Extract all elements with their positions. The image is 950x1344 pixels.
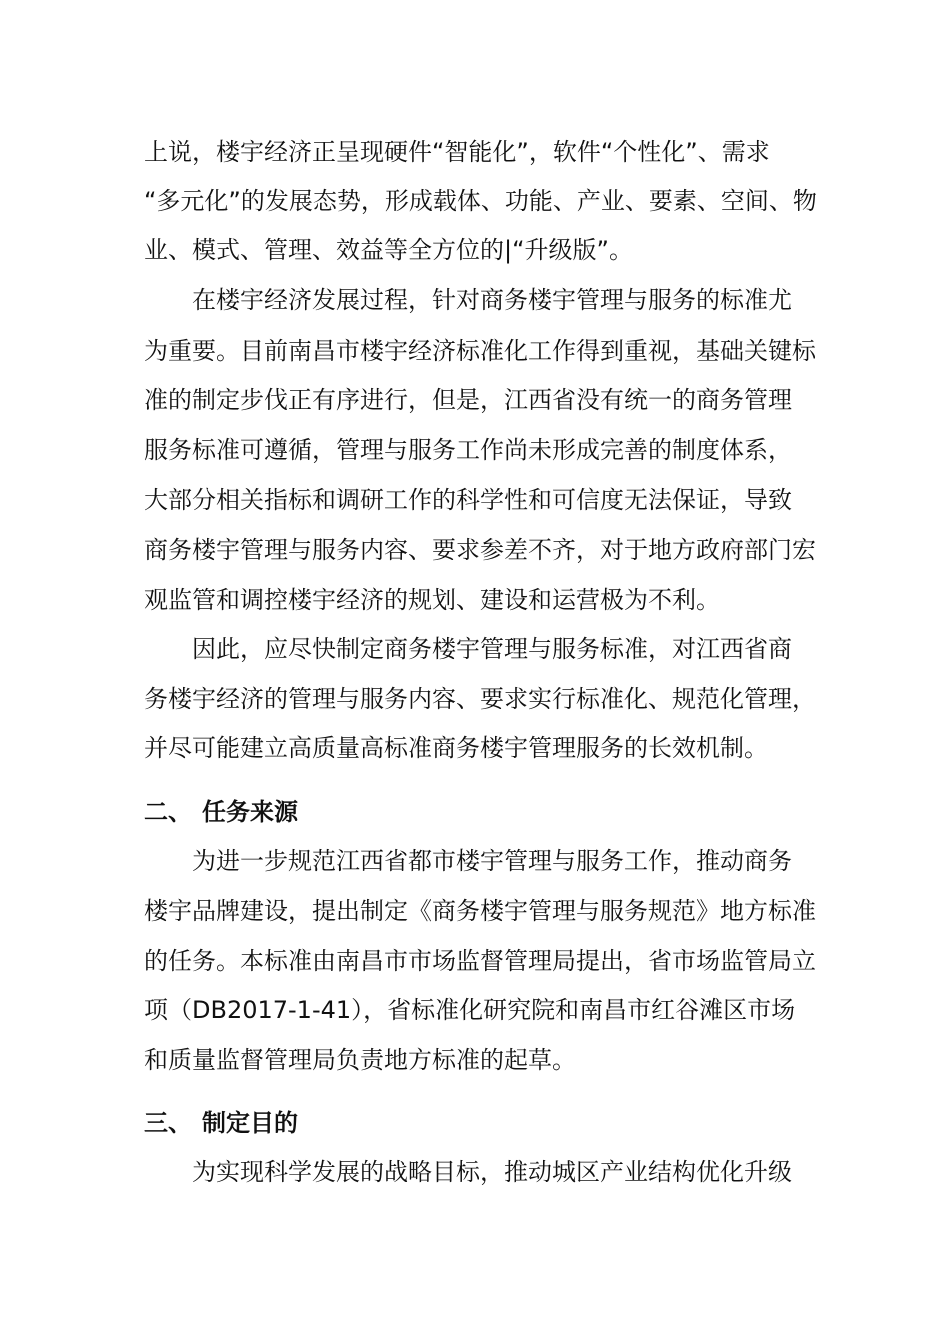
paragraph-line: 业、模式、管理、效益等全方位的|“升级版”。	[144, 236, 633, 264]
paragraph-line: 并尽可能建立高质量高标准商务楼宇管理服务的长效机制。	[144, 734, 768, 762]
paragraph-line: 项（DB2017-1-41），省标准化研究院和南昌市红谷滩区市场	[144, 996, 796, 1024]
paragraph-line: 大部分相关指标和调研工作的科学性和可信度无法保证，导致	[144, 486, 792, 514]
section-number: 二、	[144, 798, 192, 826]
section-title: 任务来源	[202, 798, 298, 826]
paragraph-line: 务楼宇经济的管理与服务内容、要求实行标准化、规范化管理，	[144, 685, 816, 713]
section-title: 制定目的	[202, 1109, 298, 1137]
paragraph-line: 的任务。本标准由南昌市市场监督管理局提出，省市场监管局立	[144, 947, 816, 975]
paragraph-line: “多元化”的发展态势，形成载体、功能、产业、要素、空间、物	[144, 187, 817, 215]
paragraph-line: 因此，应尽快制定商务楼宇管理与服务标准，对江西省商	[192, 635, 792, 663]
paragraph-line: 为进一步规范江西省都市楼宇管理与服务工作，推动商务	[192, 847, 792, 875]
paragraph-line: 楼宇品牌建设，提出制定《商务楼宇管理与服务规范》地方标准	[144, 897, 816, 925]
paragraph-line: 上说，楼宇经济正呈现硬件“智能化”，软件“个性化”、需求	[144, 138, 770, 166]
paragraph-line: 为实现科学发展的战略目标，推动城区产业结构优化升级	[192, 1158, 792, 1186]
paragraph-line: 在楼宇经济发展过程，针对商务楼宇管理与服务的标准尤	[192, 286, 792, 314]
paragraph-line: 和质量监督管理局负责地方标准的起草。	[144, 1046, 576, 1074]
section-number: 三、	[144, 1109, 192, 1137]
paragraph-line: 观监管和调控楼宇经济的规划、建设和运营极为不利。	[144, 586, 720, 614]
paragraph-line: 商务楼宇管理与服务内容、要求参差不齐，对于地方政府部门宏	[144, 536, 816, 564]
section-heading	[144, 797, 298, 827]
paragraph-line: 为重要。目前南昌市楼宇经济标准化工作得到重视，基础关键标	[144, 337, 816, 365]
paragraph-line: 准的制定步伐正有序进行，但是，江西省没有统一的商务管理	[144, 386, 792, 414]
paragraph-line: 服务标准可遵循，管理与服务工作尚未形成完善的制度体系，	[144, 436, 792, 464]
section-heading	[144, 1108, 298, 1138]
